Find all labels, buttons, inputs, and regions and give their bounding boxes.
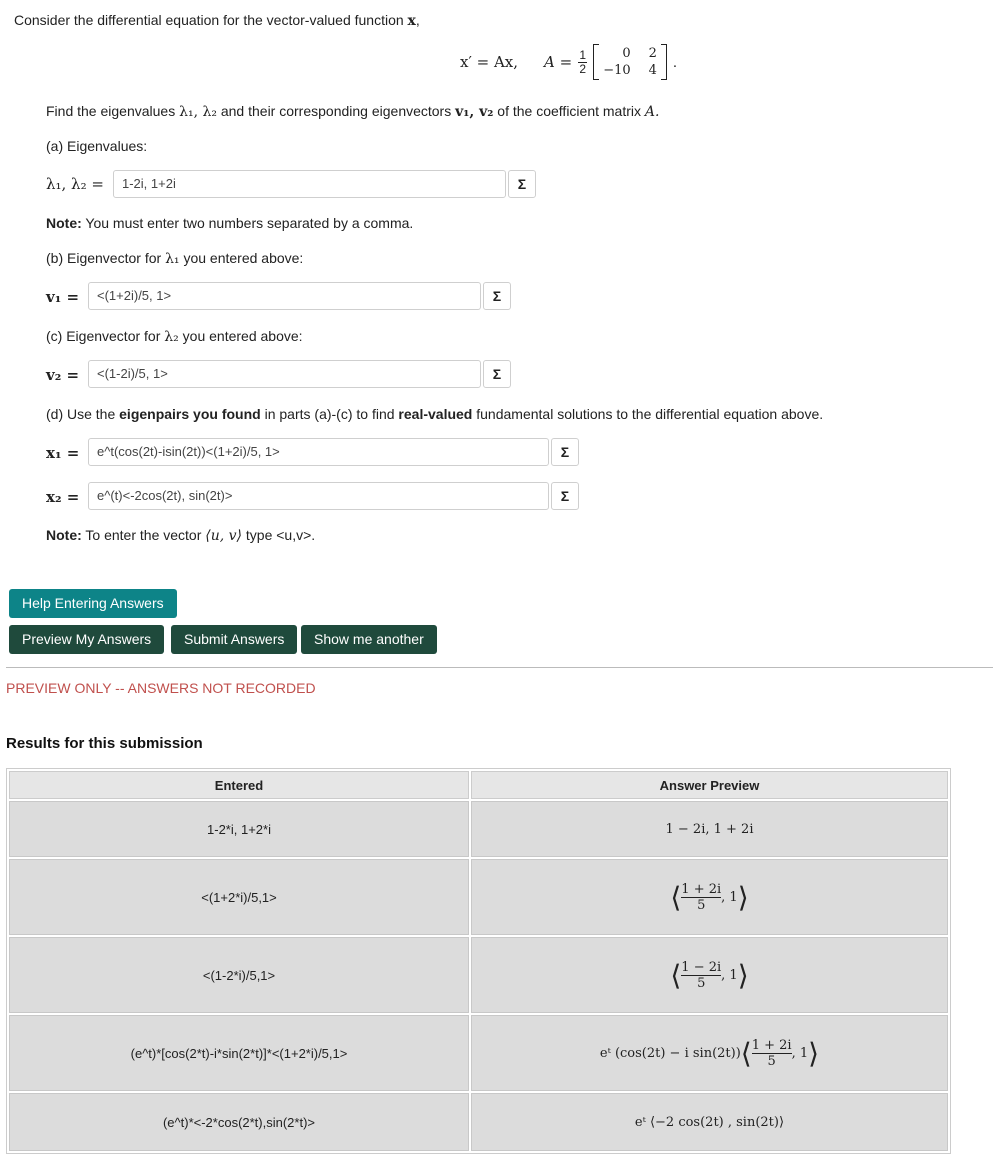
table-row	[9, 1093, 948, 1151]
header-entered: Entered	[9, 771, 469, 799]
part-b-label: (b) Eigenvector for λ₁ you entered above:	[46, 250, 304, 267]
eigenvalues-label: λ₁, λ₂ =	[46, 175, 104, 193]
preview-answers-button[interactable]: Preview My Answers	[9, 625, 164, 654]
entered-cell: (e^t)*[cos(2*t)-i*sin(2*t)]*<(1+2*i)/5,1>	[9, 1015, 469, 1091]
table-row	[9, 1015, 948, 1091]
part-a-label: (a) Eigenvalues:	[46, 138, 148, 154]
v1-equation-editor-icon[interactable]: Σ	[483, 282, 511, 310]
eigenvalues-input[interactable]: 1-2i, 1+2i	[113, 170, 506, 198]
v1-label: v₁ =	[46, 288, 80, 306]
preview-cell: 1 − 2i, 1 + 2i	[471, 801, 948, 857]
preview-cell: ⟨ $\frac{1 + 2i}{5}$ , 1⟩	[471, 859, 948, 935]
submit-answers-button[interactable]: Submit Answers	[171, 625, 297, 654]
equation-lhs: x′ = Ax,	[460, 53, 519, 71]
v2-equation-editor-icon[interactable]: Σ	[483, 360, 511, 388]
var-x: x	[407, 13, 416, 29]
coefficient-matrix: 0 2 −10 4	[593, 44, 667, 80]
entered-cell: (e^t)*<-2*cos(2*t),sin(2*t)>	[9, 1093, 469, 1151]
table-row	[9, 859, 948, 935]
part-c-label: (c) Eigenvector for λ₂ you entered above:	[46, 328, 303, 345]
x2-equation-editor-icon[interactable]: Σ	[551, 482, 579, 510]
x1-equation-editor-icon[interactable]: Σ	[551, 438, 579, 466]
x2-label: x₂ =	[46, 488, 80, 506]
v2-input[interactable]: <(1-2i)/5, 1>	[88, 360, 481, 388]
show-another-button[interactable]: Show me another	[301, 625, 437, 654]
x1-input[interactable]: e^t(cos(2t)-isin(2t))<(1+2i)/5, 1>	[88, 438, 549, 466]
header-answer-preview: Answer Preview	[471, 771, 948, 799]
table-row	[9, 801, 948, 857]
x1-label: x₁ =	[46, 444, 80, 462]
entered-cell: <(1+2*i)/5,1>	[9, 859, 469, 935]
entered-cell: 1-2*i, 1+2*i	[9, 801, 469, 857]
preview-cell: eᵗ ⟨−2 cos(2t) , sin(2t)⟩	[471, 1093, 948, 1151]
equation-A: A =	[544, 53, 573, 71]
instruction: Find the eigenvalues λ₁, λ₂ and their corresponding eigenvectors v₁, v₂ of the coefficient matrix A.	[46, 103, 660, 120]
divider	[6, 667, 993, 668]
preview-notice: PREVIEW ONLY -- ANSWERS NOT RECORDED	[6, 680, 316, 696]
table-row	[9, 937, 948, 1013]
equation: x′ = Ax, A = $\frac{1}{2}$ 0 2 −10 4 .	[460, 46, 678, 78]
entered-cell: <(1-2*i)/5,1>	[9, 937, 469, 1013]
help-entering-answers-button[interactable]: Help Entering Answers	[9, 589, 177, 618]
x2-input[interactable]: e^(t)<-2cos(2t), sin(2t)>	[88, 482, 549, 510]
preview-cell: eᵗ (cos(2t) − i sin(2t))⟨ $\frac{1 + 2i}{5}$ , 1⟩	[471, 1015, 948, 1091]
v2-label: v₂ =	[46, 366, 80, 384]
results-table	[6, 768, 951, 1154]
part-d-note: Note: To enter the vector ⟨u, v⟩ type <u,v>.	[46, 527, 316, 544]
problem-intro: Consider the differential equation for the vector-valued function x,	[14, 12, 420, 29]
v1-input[interactable]: <(1+2i)/5, 1>	[88, 282, 481, 310]
results-title: Results for this submission	[6, 735, 203, 752]
eigenvalues-equation-editor-icon[interactable]: Σ	[508, 170, 536, 198]
part-d-label: (d) Use the eigenpairs you found in parts (a)-(c) to find real-valued fundamental solutions to the differential equation above.	[46, 406, 824, 422]
half-fraction: $\frac{1}{2}$	[579, 47, 587, 76]
preview-cell: ⟨ $\frac{1 - 2i}{5}$ , 1⟩	[471, 937, 948, 1013]
part-a-note: Note: You must enter two numbers separated by a comma.	[46, 215, 414, 231]
